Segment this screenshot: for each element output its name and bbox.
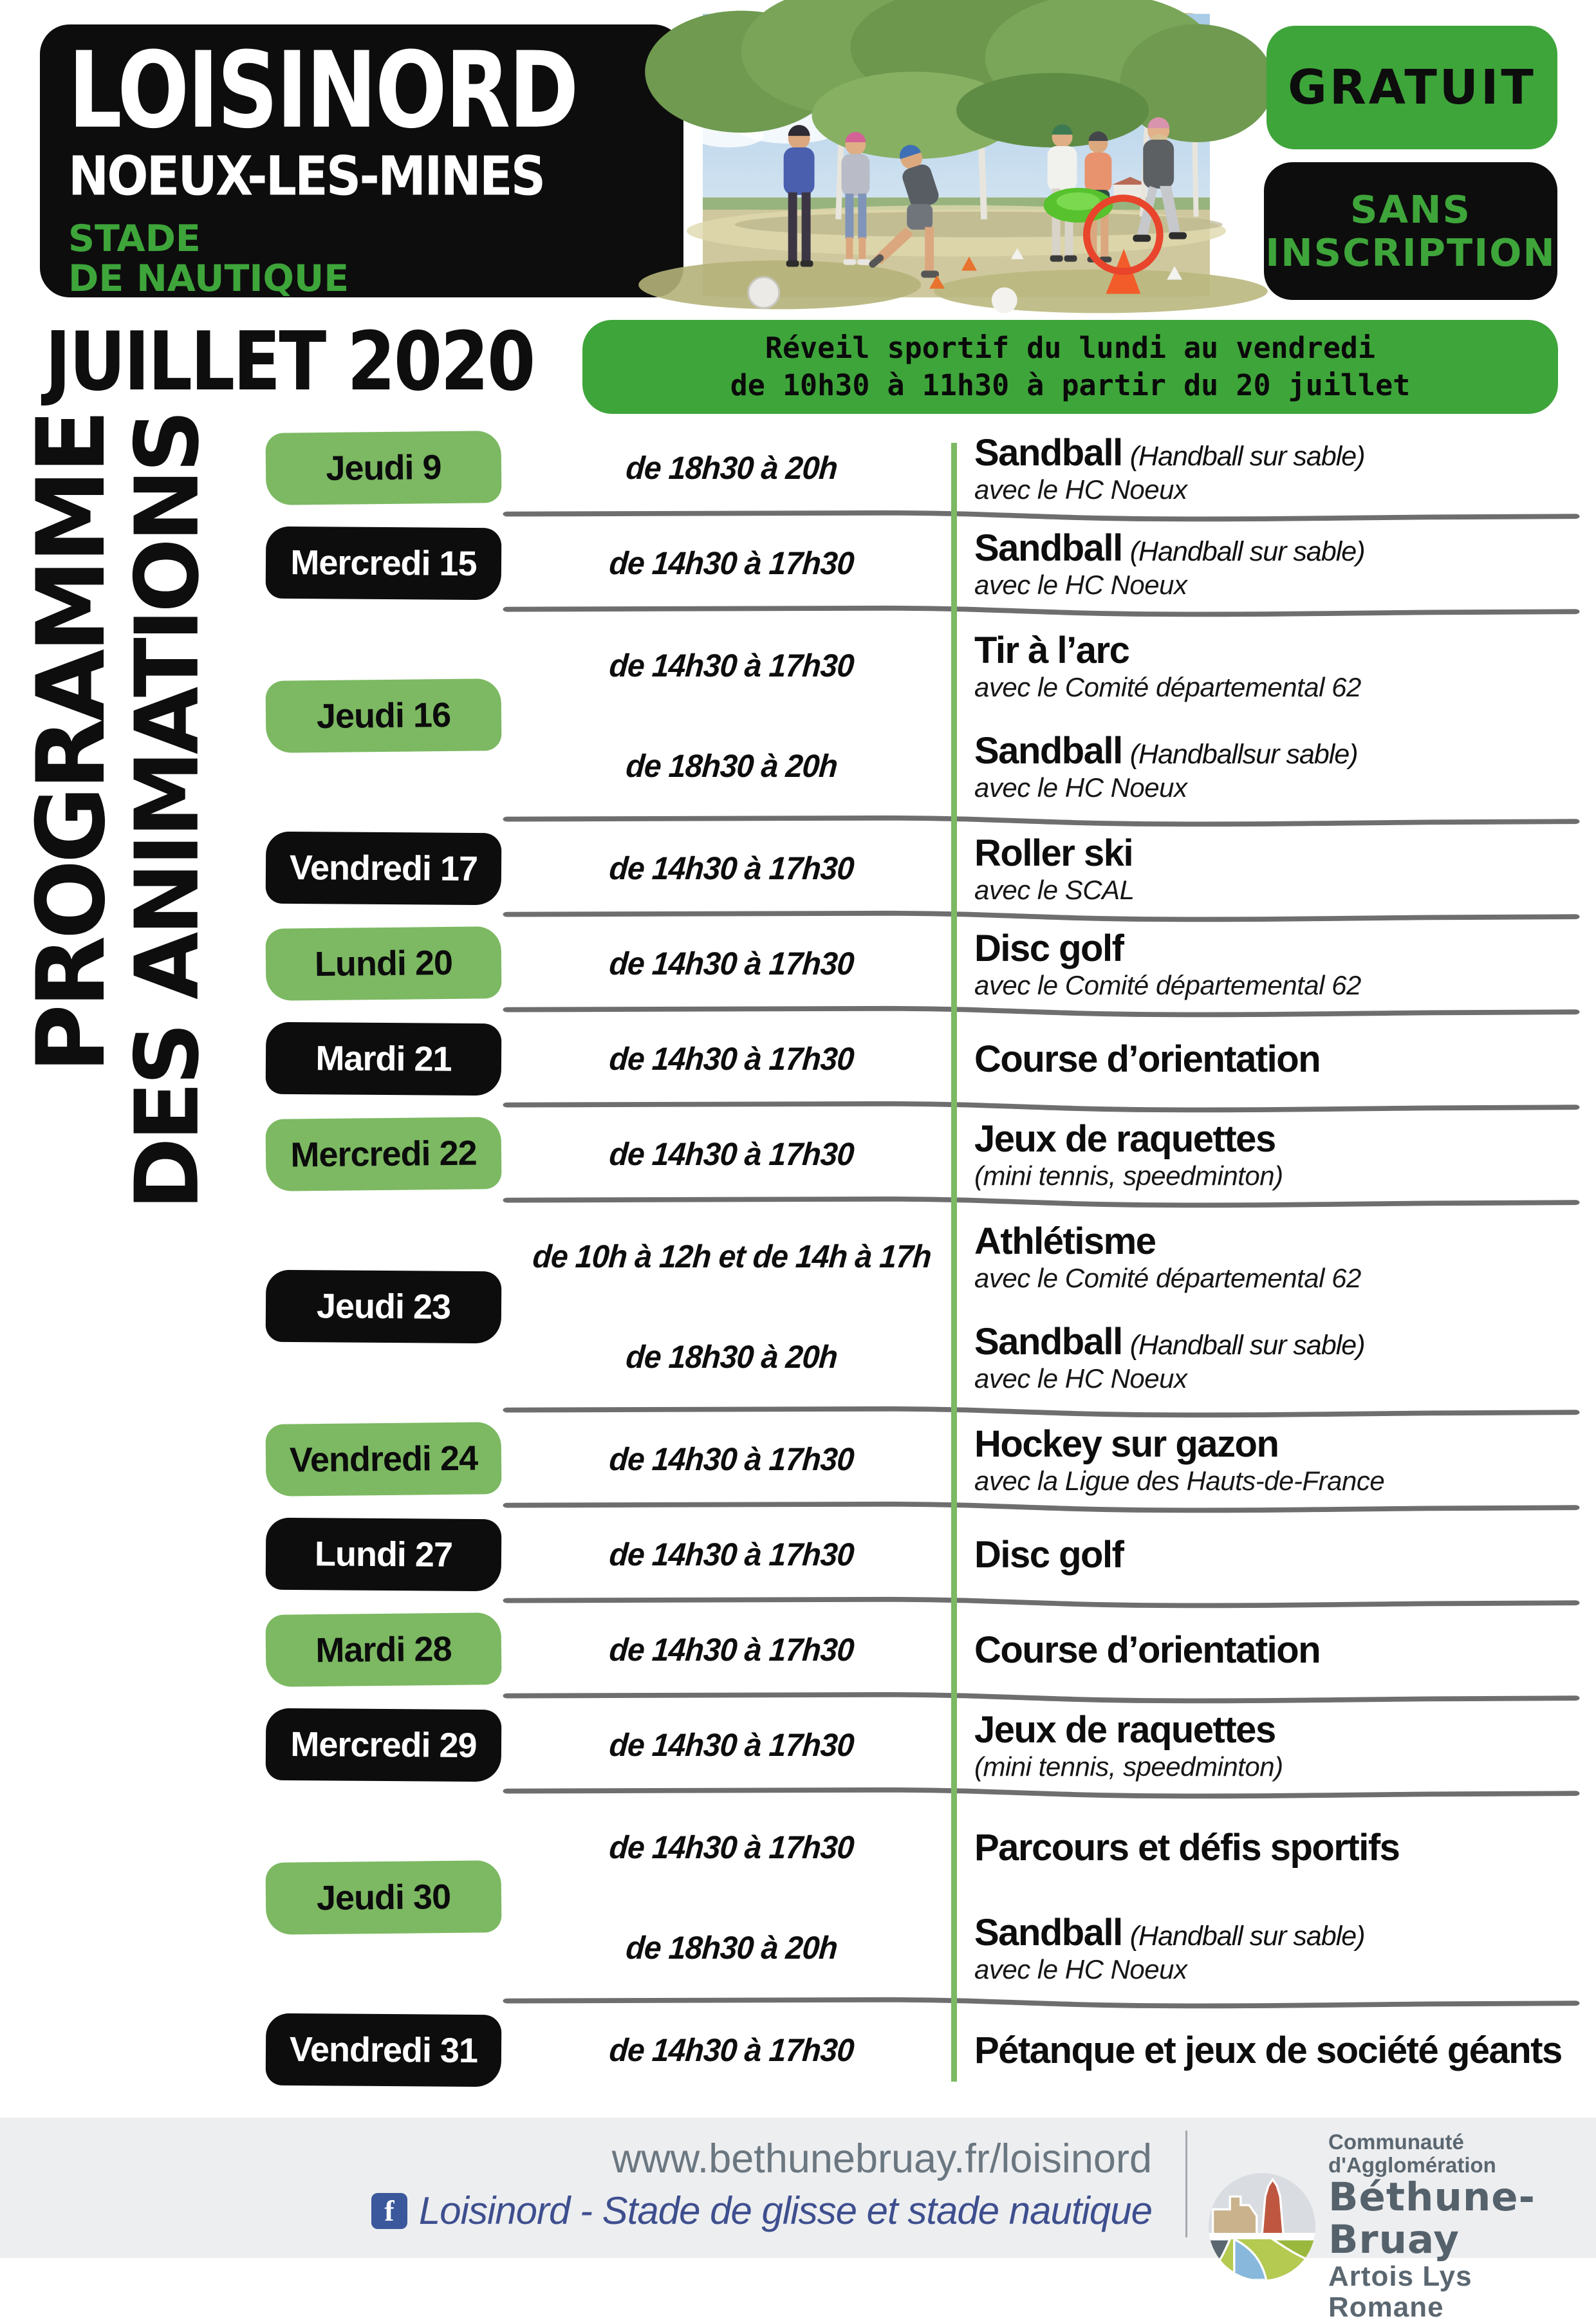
entry-activity xyxy=(954,1117,1581,1191)
activity-title: Hockey sur gazon xyxy=(974,1423,1279,1465)
facebook-icon: f xyxy=(371,2193,407,2229)
badge-column xyxy=(257,1118,510,1190)
activity-line xyxy=(974,1038,1581,1081)
row-divider xyxy=(502,510,1581,521)
row-entries xyxy=(510,1020,1581,1098)
entry-activity xyxy=(954,1038,1581,1081)
agglo-logo-line-3: Artois Lys Romane xyxy=(1328,2261,1472,2323)
agglo-logo-line-1: Communauté d'Agglomération xyxy=(1328,2130,1496,2177)
free-badge: GRATUIT xyxy=(1267,26,1557,149)
activity-line xyxy=(974,927,1581,970)
activity-title: Tir à l’arc xyxy=(974,629,1129,671)
schedule-entry xyxy=(510,1115,1581,1193)
schedule-row xyxy=(257,1419,1581,1500)
entry-time: de 18h30 à 20h xyxy=(624,1930,839,1966)
activity-note: (Handballsur sable) xyxy=(1129,738,1358,770)
entry-time-cell xyxy=(510,449,954,487)
date-label: Lundi 27 xyxy=(314,1535,453,1574)
activity-subtitle: avec le Comité départemental 62 xyxy=(974,1262,1361,1293)
brand-title: LOISINORD xyxy=(68,29,577,152)
entry-activity xyxy=(954,1320,1581,1394)
badge-column xyxy=(257,1023,510,1095)
entry-activity xyxy=(954,629,1581,702)
entry-time-cell xyxy=(510,647,954,684)
entry-time-cell xyxy=(510,747,954,785)
entry-time: de 14h30 à 17h30 xyxy=(608,545,855,581)
activity-line xyxy=(974,431,1581,474)
entry-time: de 14h30 à 17h30 xyxy=(608,1041,855,1077)
entry-activity xyxy=(954,1220,1581,1293)
activity-line xyxy=(974,527,1581,570)
schedule-row xyxy=(257,618,1581,814)
date-badge xyxy=(265,1860,501,1935)
activity-subtitle: (mini tennis, speedminton) xyxy=(974,1160,1283,1191)
date-badge xyxy=(266,832,502,906)
row-entries xyxy=(510,524,1581,602)
entry-time: de 14h30 à 17h30 xyxy=(608,1829,855,1865)
badge-column xyxy=(257,680,510,752)
entry-activity xyxy=(954,431,1581,505)
row-divider xyxy=(502,1196,1581,1208)
entry-time-cell xyxy=(510,1135,954,1173)
date-label: Jeudi 9 xyxy=(326,448,441,488)
activity-line xyxy=(974,629,1581,672)
schedule-row xyxy=(257,523,1581,604)
badge-column xyxy=(257,1861,510,1934)
schedule-row xyxy=(257,1209,1581,1404)
date-label: Jeudi 30 xyxy=(316,1877,451,1918)
row-divider xyxy=(502,1005,1581,1017)
agglo-logo-text xyxy=(1328,2131,1596,2322)
row-divider xyxy=(502,1787,1581,1798)
entry-time: de 18h30 à 20h xyxy=(624,748,839,784)
entry-time-cell xyxy=(510,1238,954,1275)
activity-title: Course d’orientation xyxy=(974,1628,1321,1671)
entry-activity xyxy=(954,729,1581,803)
badge-column xyxy=(257,1271,510,1343)
row-entries xyxy=(510,619,1581,812)
entry-activity xyxy=(954,1708,1581,1782)
row-divider xyxy=(502,1406,1581,1417)
date-label: Mardi 21 xyxy=(315,1039,452,1079)
entry-activity xyxy=(954,1533,1581,1576)
entry-time: de 18h30 à 20h xyxy=(624,450,839,486)
row-entries xyxy=(510,429,1581,507)
row-entries xyxy=(510,1801,1581,1994)
activity-line xyxy=(974,1628,1581,1672)
entry-time-cell xyxy=(510,1726,954,1764)
date-label: Mercredi 29 xyxy=(290,1724,477,1766)
date-label: Jeudi 23 xyxy=(316,1287,451,1327)
date-label: Mercredi 22 xyxy=(290,1134,477,1175)
date-label: Mardi 28 xyxy=(315,1629,452,1670)
row-divider xyxy=(502,910,1581,922)
schedule-row xyxy=(257,1704,1581,1786)
footer-links xyxy=(245,2136,1152,2233)
schedule-row xyxy=(257,2010,1581,2091)
activity-line xyxy=(974,729,1581,772)
activity-subtitle: avec le HC Noeux xyxy=(974,772,1187,803)
activity-subtitle: avec le HC Noeux xyxy=(974,569,1187,600)
activity-line xyxy=(974,2029,1581,2072)
row-entries xyxy=(510,1706,1581,1784)
date-badge xyxy=(266,2013,502,2087)
entry-activity xyxy=(954,832,1581,905)
activity-line xyxy=(974,832,1581,875)
entry-time: de 10h à 12h et de 14h à 17h xyxy=(531,1238,933,1274)
month-title xyxy=(45,314,559,409)
schedule-entry xyxy=(510,1905,1581,1990)
facebook-link[interactable] xyxy=(245,2188,1152,2233)
entry-time: de 14h30 à 17h30 xyxy=(608,946,855,982)
date-badge xyxy=(265,926,501,1001)
badge-column xyxy=(257,527,510,599)
schedule-entry xyxy=(510,1515,1581,1594)
entry-time: de 14h30 à 17h30 xyxy=(608,1136,855,1172)
date-badge xyxy=(265,1422,501,1497)
row-entries xyxy=(510,1420,1581,1498)
activity-note: (Handball sur sable) xyxy=(1129,536,1365,567)
entry-time: de 14h30 à 17h30 xyxy=(608,1727,855,1763)
date-label: Vendredi 31 xyxy=(289,2029,478,2071)
activity-line xyxy=(974,1117,1581,1161)
row-divider xyxy=(502,1501,1581,1513)
badge-column xyxy=(257,1614,510,1686)
schedule-entry xyxy=(510,524,1581,602)
side-title-line-2: DES ANIMATIONS xyxy=(116,413,219,1210)
entry-time: de 14h30 à 17h30 xyxy=(608,1536,855,1572)
schedule-entry xyxy=(510,1020,1581,1098)
photo xyxy=(703,13,1210,297)
agglo-logo xyxy=(1209,2131,1596,2322)
row-entries xyxy=(510,2011,1581,2089)
entry-time: de 14h30 à 17h30 xyxy=(608,1441,855,1477)
row-entries xyxy=(510,1210,1581,1403)
photo-scene xyxy=(703,13,1210,297)
date-label: Vendredi 17 xyxy=(289,848,478,889)
activity-title: Disc golf xyxy=(974,927,1124,969)
schedule-row xyxy=(257,1800,1581,1995)
entry-time: de 14h30 à 17h30 xyxy=(608,850,855,886)
schedule-entry xyxy=(510,924,1581,1003)
activity-title: Sandball xyxy=(974,1911,1122,1954)
badge-column xyxy=(257,832,510,904)
badge-column xyxy=(257,1518,510,1591)
row-divider xyxy=(502,1692,1581,1703)
activity-line xyxy=(974,1533,1581,1576)
entry-activity xyxy=(954,1911,1581,1984)
schedule-row xyxy=(257,1609,1581,1690)
schedule-entry xyxy=(510,829,1581,908)
badge-column xyxy=(257,432,510,504)
schedule-entry xyxy=(510,1314,1581,1399)
footer-separator xyxy=(1185,2131,1187,2237)
date-badge xyxy=(266,527,502,601)
row-divider xyxy=(502,1596,1581,1608)
schedule-entry xyxy=(510,429,1581,507)
activity-line xyxy=(974,1320,1581,1363)
activity-title: Sandball xyxy=(974,431,1122,474)
activity-subtitle: (mini tennis, speedminton) xyxy=(974,1751,1283,1782)
entry-time-cell xyxy=(510,1829,954,1866)
date-badge xyxy=(265,1117,501,1191)
entry-time-cell xyxy=(510,945,954,982)
entry-time-cell xyxy=(510,545,954,582)
reveil-banner xyxy=(582,320,1558,414)
schedule-row xyxy=(257,828,1581,909)
activity-title: Course d’orientation xyxy=(974,1038,1321,1080)
footer-url-link[interactable]: www.bethunebruay.fr/loisinord xyxy=(611,2136,1152,2181)
venue xyxy=(68,219,655,299)
row-entries xyxy=(510,1115,1581,1193)
activity-line xyxy=(974,1423,1581,1466)
schedule-entry xyxy=(510,1706,1581,1784)
side-title xyxy=(17,413,219,1417)
entry-time-cell xyxy=(510,1338,954,1376)
row-entries xyxy=(510,924,1581,1003)
date-label: Vendredi 24 xyxy=(289,1439,478,1480)
venue-line-2: DE NAUTIQUE xyxy=(68,257,349,300)
activity-line xyxy=(974,1708,1581,1751)
date-badge xyxy=(265,678,501,753)
activity-note: (Handball sur sable) xyxy=(1129,1920,1365,1952)
month-title-text: JUILLET 2020 xyxy=(45,314,534,409)
activity-title: Jeux de raquettes xyxy=(974,1708,1276,1751)
schedule-entry xyxy=(510,2011,1581,2089)
row-divider xyxy=(502,815,1581,826)
side-title-line-1: PROGRAMME xyxy=(17,413,126,1074)
date-badge xyxy=(266,1022,502,1096)
activity-subtitle: avec le HC Noeux xyxy=(974,1363,1187,1394)
entry-time: de 14h30 à 17h30 xyxy=(608,2032,855,2068)
activity-note: (Handball sur sable) xyxy=(1129,440,1365,472)
schedule-row xyxy=(257,1018,1581,1099)
activity-note: (Handball sur sable) xyxy=(1129,1329,1365,1361)
no-registration-line-1: SANS xyxy=(1350,187,1472,232)
venue-line-1: STADE xyxy=(68,218,201,261)
activity-title: Parcours et défis sportifs xyxy=(974,1826,1400,1869)
row-entries xyxy=(510,829,1581,908)
activity-subtitle: avec le SCAL xyxy=(974,874,1135,905)
schedule-entry xyxy=(510,1805,1581,1890)
row-entries xyxy=(510,1610,1581,1689)
activity-title: Disc golf xyxy=(974,1533,1124,1576)
schedule-entry xyxy=(510,1214,1581,1299)
entry-time: de 14h30 à 17h30 xyxy=(608,648,855,684)
entry-time-cell xyxy=(510,1040,954,1078)
banner-line-1: Réveil sportif du lundi au vendredi xyxy=(765,330,1376,365)
activity-subtitle: avec la Ligue des Hauts-de-France xyxy=(974,1465,1385,1496)
entry-time: de 14h30 à 17h30 xyxy=(608,1632,855,1668)
activity-subtitle: avec le HC Noeux xyxy=(974,474,1187,505)
badge-column xyxy=(257,928,510,1000)
entry-time-cell xyxy=(510,1631,954,1668)
date-label: Jeudi 16 xyxy=(316,695,451,736)
activity-title: Sandball xyxy=(974,527,1122,569)
schedule-entry xyxy=(510,1420,1581,1498)
agglo-logo-emblem-icon xyxy=(1209,2173,1315,2280)
badge-column xyxy=(257,2014,510,2086)
activity-subtitle: avec le Comité départemental 62 xyxy=(974,969,1361,1000)
row-entries xyxy=(510,1515,1581,1594)
date-badge xyxy=(266,1708,502,1782)
schedule-row xyxy=(257,923,1581,1004)
schedule-entry xyxy=(510,723,1581,808)
date-badge xyxy=(266,1518,502,1592)
entry-activity xyxy=(954,2029,1581,2072)
activity-title: Sandball xyxy=(974,729,1122,772)
activity-line xyxy=(974,1220,1581,1263)
date-badge xyxy=(265,431,501,505)
schedule-entry xyxy=(510,1610,1581,1689)
schedule-row xyxy=(257,1514,1581,1595)
no-registration-line-2: INSCRIPTION xyxy=(1265,230,1556,275)
schedule xyxy=(257,427,1581,2091)
entry-time-cell xyxy=(510,1929,954,1966)
date-label: Lundi 20 xyxy=(314,943,453,984)
entry-time-cell xyxy=(510,850,954,887)
activity-line xyxy=(974,1826,1581,1869)
entry-activity xyxy=(954,927,1581,1000)
activity-title: Athlétisme xyxy=(974,1220,1156,1262)
entry-time: de 18h30 à 20h xyxy=(624,1339,839,1375)
brand-subtitle: NOEUX-LES-MINES xyxy=(68,145,544,209)
badge-column xyxy=(257,1709,510,1781)
entry-activity xyxy=(954,1826,1581,1869)
entry-time-cell xyxy=(510,1441,954,1478)
activity-title: Roller ski xyxy=(974,832,1133,874)
activity-title: Sandball xyxy=(974,1320,1122,1363)
schedule-row xyxy=(257,427,1581,508)
header-card xyxy=(40,24,683,300)
badge-column xyxy=(257,1423,510,1495)
row-divider xyxy=(502,1101,1581,1112)
date-label: Mercredi 15 xyxy=(290,543,477,584)
activity-line xyxy=(974,1911,1581,1954)
schedule-entry xyxy=(510,623,1581,708)
row-divider xyxy=(502,1997,1581,2008)
entry-activity xyxy=(954,1423,1581,1496)
banner-line-2: de 10h30 à 11h30 à partir du 20 juillet xyxy=(730,368,1411,402)
facebook-label: Loisinord - Stade de glisse et stade nautique xyxy=(418,2189,1152,2232)
row-divider xyxy=(502,605,1581,617)
agglo-logo-line-2: Béthune-Bruay xyxy=(1328,2174,1536,2263)
entry-time-cell xyxy=(510,2031,954,2069)
activity-title: Jeux de raquettes xyxy=(974,1117,1276,1160)
no-registration-badge xyxy=(1264,162,1557,300)
activity-subtitle: avec le Comité départemental 62 xyxy=(974,671,1361,702)
entry-time-cell xyxy=(510,1536,954,1573)
entry-activity xyxy=(954,527,1581,600)
entry-activity xyxy=(954,1628,1581,1672)
date-badge xyxy=(265,1612,501,1687)
activity-title: Pétanque et jeux de société géants xyxy=(974,2029,1562,2071)
activity-subtitle: avec le HC Noeux xyxy=(974,1954,1187,1984)
date-badge xyxy=(266,1270,502,1344)
schedule-row xyxy=(257,1114,1581,1195)
